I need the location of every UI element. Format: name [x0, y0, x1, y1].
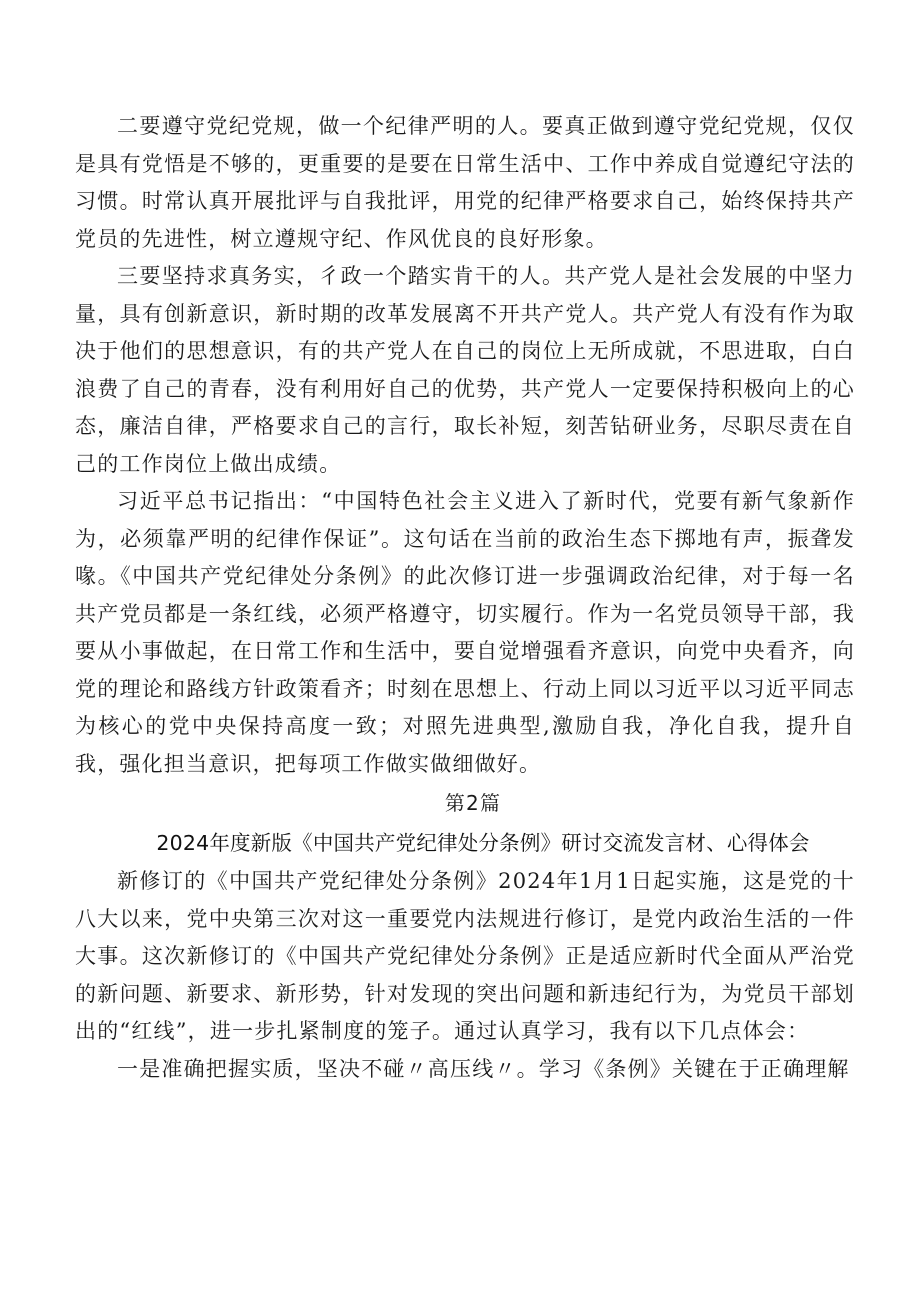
article-title: 2024年度新版《中国共产党纪律处分条例》研讨交流发言材、心得体会	[156, 831, 810, 855]
paragraph-practical: 三要坚持求真务实，彳政一个踏实肯干的人。共产党人是社会发展的中坚力量，具有创新意识，新时期的改革发展离不开共产党人。共产党人有没有作为取决于他们的思想意识，有的共产党人在自己的岗位上无所成就，不思进取，白白浪费了自己的青春，没有利用好自己的优势，共产党人一定要保持积极向上的心态，廉洁自律，严格要求自己的言行，取长补短，刻苦钻研业务，尽职尽责在自己的工作岗位上做出成绩。	[75, 264, 855, 476]
paragraph-point-one: 一是准确把握实质，坚决不碰〃高压线〃。学习《条例》关键在于正确理解	[117, 1056, 850, 1081]
paragraph-quote: 习近平总书记指出：“中国特色社会主义进入了新时代，党要有新气象新作为，必须靠严明的纪律作保证”。这句话在当前的政治生态下掷地有声，振聋发喙。《中国共产党纪律处分条例》的此次修订进一步强调政治纪律，对于每一名共产党员都是一条红线，必须严格遵守，切实履行。作为一名党员领导干部，我要从小事做起，在日常工作和生活中，要自觉增强看齐意识，向党中央看齐，向党的理论和路线方针政策看齐；时刻在思想上、行动上同以习近平以习近平同志为核心的党中央保持高度一致；对照先进典型,激励自我，净化自我，提升自我，强化担当意识，把每项工作做实做细做好。	[75, 489, 855, 776]
paragraph-intro: 新修订的《中国共产党纪律处分条例》2024年1月1日起实施，这是党的十八大以来，党中央第三次对这一重要党内法规进行修订，是党内政治生活的一件大事。这次新修订的《中国共产党纪律处分条例》正是适应新时代全面从严治党的新问题、新要求、新形势，针对发现的突出问题和新违纪行为，为党员干部划出的“红线”，进一步扎紧制度的笼子。通过认真学习，我有以下几点体会：	[75, 869, 855, 1043]
section-label: 第2篇	[444, 791, 502, 815]
paragraph-discipline: 二要遵守党纪党规，做一个纪律严明的人。要真正做到遵守党纪党规，仅仅是具有党悟是不够的，更重要的是要在日常生活中、工作中养成自觉遵纪守法的习惯。时常认真开展批评与自我批评，用党的纪律严格要求自己，始终保持共产党员的先进性，树立遵规守纪、作风优良的良好形象。	[75, 114, 855, 251]
document-page	[75, 108, 855, 1088]
